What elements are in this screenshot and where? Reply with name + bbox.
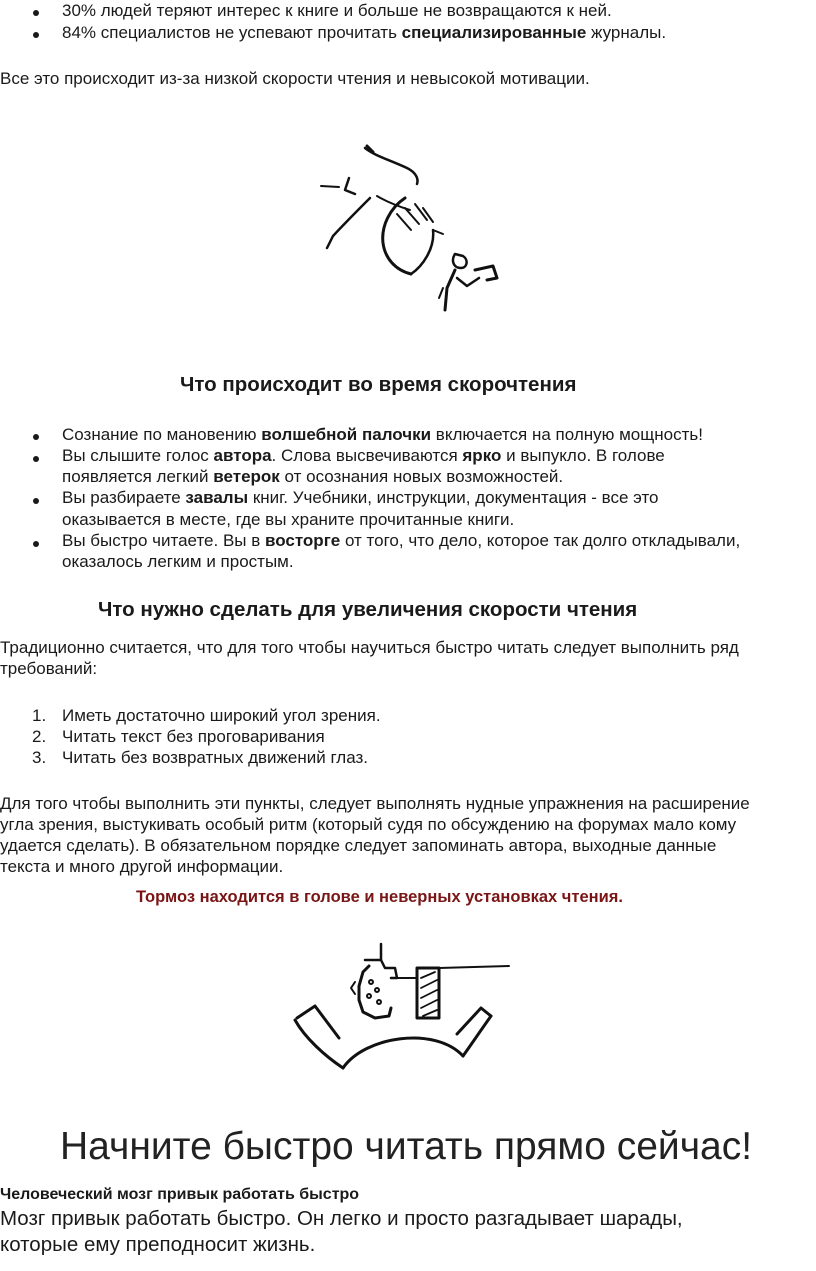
text: Вы слышите голос xyxy=(62,446,214,465)
bullet xyxy=(33,10,39,16)
text: появляется легкий xyxy=(62,467,214,486)
list-number: 1. xyxy=(32,706,47,725)
cta-title: Начните быстро читать прямо сейчас! xyxy=(60,1125,753,1168)
text: оказалось легким и простым. xyxy=(62,552,294,571)
list-number: 3. xyxy=(32,748,47,767)
list-item-text: 30% людей теряют интерес к книге и больше не возвращаются к ней. xyxy=(62,1,612,20)
list-item: Иметь достаточно широкий угол зрения. xyxy=(62,706,381,725)
paragraph-line: удается сделать). В обязательном порядке следует запоминать автора, выходные данные xyxy=(0,836,717,855)
intro-paragraph: Все это происходит из-за низкой скорости чтения и невысокой мотивации. xyxy=(0,69,590,88)
text: от того, что дело, которое так долго откладывали, xyxy=(340,531,741,550)
bold-text: восторге xyxy=(264,531,341,550)
cta-paragraph-line: которые ему преподносит жизнь. xyxy=(0,1233,316,1256)
text: включается на полную мощность! xyxy=(431,425,703,444)
highlight-statement: Тормоз находится в голове и неверных установках чтения. xyxy=(136,888,623,906)
bold-text: ярко xyxy=(462,446,502,465)
bullet xyxy=(33,32,39,38)
section-heading: Что происходит во время скорочтения xyxy=(180,373,577,396)
text: от осознания новых возможностей. xyxy=(279,467,564,486)
bullet xyxy=(33,456,39,462)
bullet xyxy=(33,498,39,504)
sketch-illustration-falling-book xyxy=(315,138,505,318)
list-item-continuation xyxy=(62,466,563,487)
list-number: 2. xyxy=(32,727,47,746)
bullet xyxy=(33,541,39,547)
text: Вы разбираете xyxy=(62,488,186,507)
list-item: Читать текст без проговаривания xyxy=(62,727,325,746)
sketch-illustration-head-brake xyxy=(285,938,515,1078)
bold-text: автора xyxy=(213,446,272,465)
text: оказывается в месте, где вы храните прочитанные книги. xyxy=(62,510,515,529)
text: . Слова высвечиваются xyxy=(271,446,463,465)
paragraph-line: текста и много другой информации. xyxy=(0,857,284,876)
cta-subheading: Человеческий мозг привык работать быстро xyxy=(0,1186,360,1203)
list-item xyxy=(62,487,659,508)
paragraph-line: Для того чтобы выполнить эти пункты, следует выполнять нудные упражнения на расширение xyxy=(0,794,750,813)
list-item: Читать без возвратных движений глаз. xyxy=(62,748,368,767)
list-item-continuation xyxy=(62,551,294,572)
paragraph-line: Традиционно считается, что для того чтобы научиться быстро читать следует выполнить ряд xyxy=(0,638,739,657)
section-heading: Что нужно сделать для увеличения скорости чтения xyxy=(98,598,638,621)
text: книг. Учебники, инструкции, документация - все это xyxy=(248,488,659,507)
bullet xyxy=(33,434,39,440)
paragraph-line: требований: xyxy=(0,659,98,678)
list-item xyxy=(62,445,665,466)
paragraph-line: угла зрения, выстукивать особый ритм (который судя по обсуждению на форумах мало кому xyxy=(0,815,737,834)
text: и выпукло. В голове xyxy=(501,446,665,465)
list-item xyxy=(62,530,740,551)
text: Вы быстро читаете. Вы в xyxy=(62,531,265,550)
bold-text: завалы xyxy=(185,488,249,507)
text: Сознание по мановению xyxy=(62,425,262,444)
bold-text: волшебной палочки xyxy=(261,425,432,444)
list-item-bold: специализированные xyxy=(401,23,587,42)
list-item xyxy=(62,22,666,43)
bold-text: ветерок xyxy=(213,467,280,486)
list-item xyxy=(62,0,612,21)
list-item xyxy=(62,424,703,445)
list-item-continuation xyxy=(62,509,514,530)
list-item-text: журналы. xyxy=(586,23,667,42)
cta-paragraph-line: Мозг привык работать быстро. Он легко и просто разгадывает шарады, xyxy=(0,1207,683,1230)
list-item-text: 84% специалистов не успевают прочитать xyxy=(62,23,402,42)
